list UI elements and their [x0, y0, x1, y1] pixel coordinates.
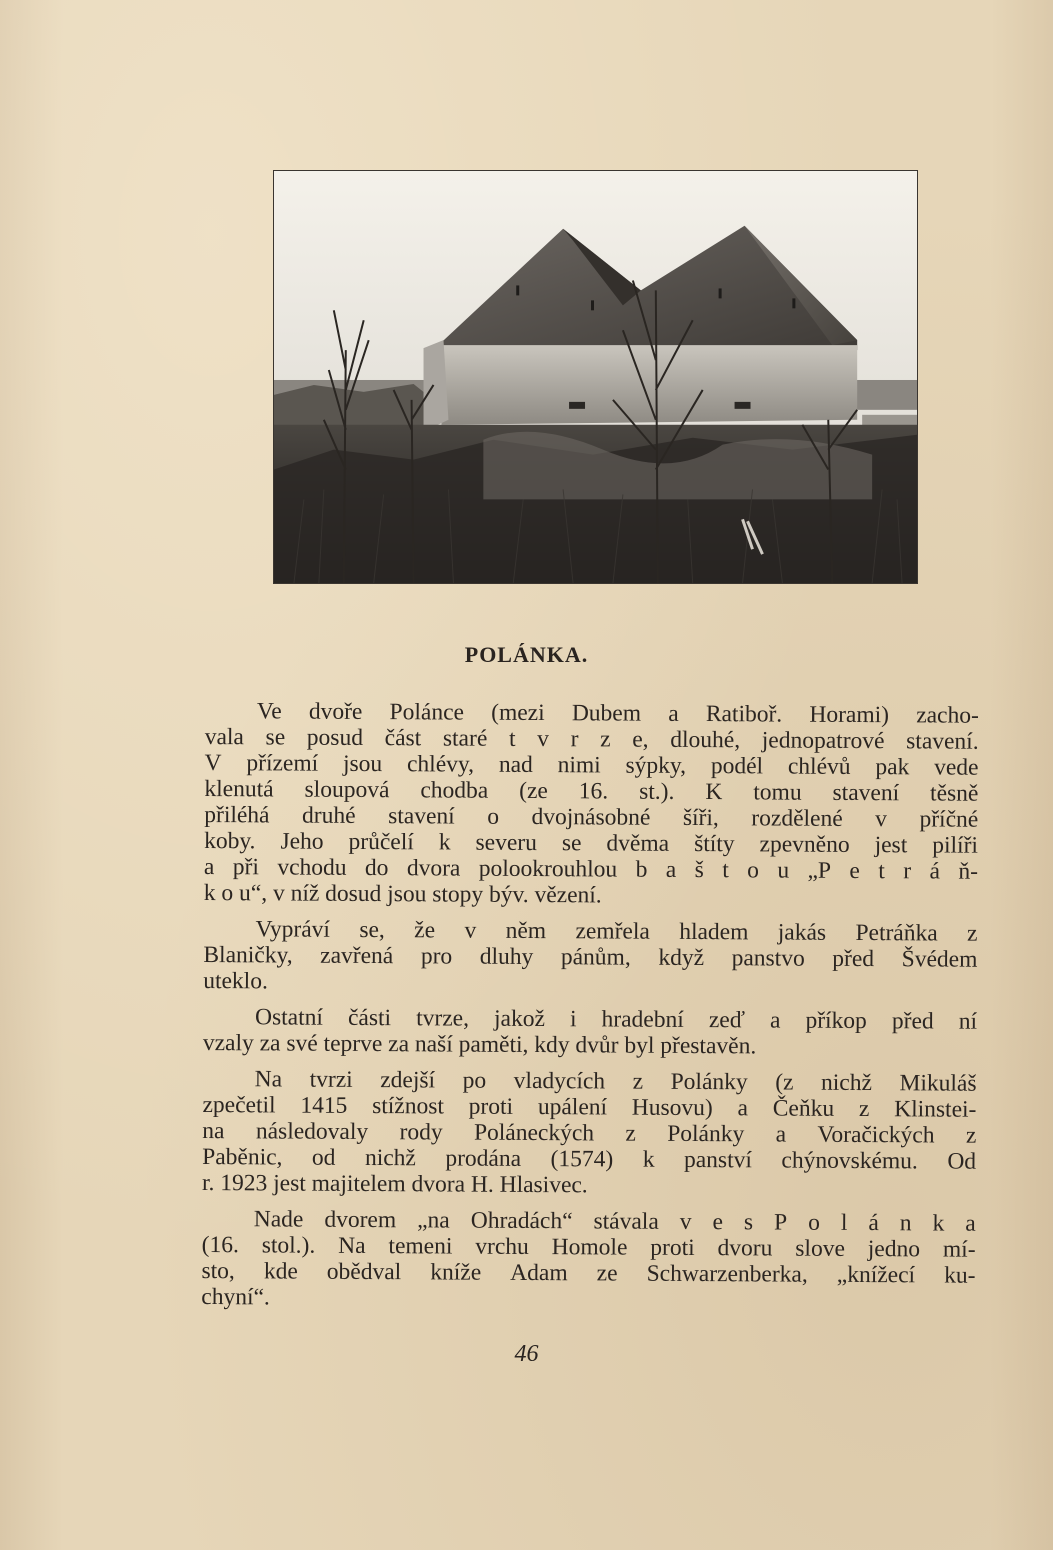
- word: P: [773, 1209, 788, 1236]
- word: „na: [417, 1207, 450, 1234]
- word: rody: [399, 1119, 443, 1146]
- word: přiléhá: [204, 801, 270, 829]
- word: zdejší: [380, 1067, 436, 1094]
- word: hladem: [679, 918, 749, 946]
- word: „P: [807, 857, 832, 884]
- word: n: [899, 1210, 912, 1237]
- word: a: [203, 853, 215, 881]
- word: Horami): [809, 701, 890, 729]
- word: druhé: [302, 802, 356, 829]
- word: tvrze,: [416, 1005, 470, 1032]
- word: Vypráví: [255, 916, 331, 943]
- word: jedno: [867, 1236, 921, 1263]
- word: rozdělené: [751, 805, 843, 832]
- word: temeni: [388, 1233, 453, 1260]
- word: zemřela: [575, 918, 650, 945]
- word: sýpky,: [625, 752, 687, 779]
- word: část: [384, 725, 422, 752]
- word: hradební: [601, 1006, 684, 1033]
- word: k: [932, 1210, 945, 1237]
- text-line: [205, 724, 979, 755]
- word: panstvo: [731, 945, 805, 972]
- word: sto,: [201, 1257, 235, 1285]
- word: 1415: [300, 1092, 348, 1119]
- word: na: [202, 1117, 225, 1145]
- word: klenutá: [204, 775, 274, 803]
- word: před: [891, 1008, 934, 1035]
- word: Petráňka: [855, 919, 938, 947]
- word: l: [840, 1209, 848, 1236]
- word: á: [868, 1210, 879, 1237]
- word: zpevněno: [759, 831, 850, 858]
- word: příčné: [919, 806, 979, 833]
- word: ní: [958, 1008, 978, 1035]
- word: r: [570, 726, 579, 753]
- word: tomu: [753, 779, 802, 806]
- page-number: 46: [514, 1341, 539, 1367]
- word: chodba: [420, 777, 489, 804]
- word: Dubem: [571, 700, 642, 727]
- word: severu: [475, 829, 537, 857]
- word: štíty: [694, 830, 735, 858]
- word: vala: [204, 723, 244, 751]
- word: šíři,: [682, 804, 719, 832]
- word: posud: [306, 724, 364, 751]
- text-line: k o u“, v níž dosud jsou stopy býv. vězení.: [203, 879, 602, 909]
- word: (mezi: [491, 699, 545, 727]
- word: e: [849, 857, 860, 885]
- word: zacho-: [916, 702, 979, 729]
- word: po: [462, 1067, 487, 1094]
- word: 16.: [578, 778, 609, 805]
- word: těsně: [930, 780, 979, 807]
- word: proti: [468, 1093, 514, 1120]
- word: Paběnic,: [202, 1143, 283, 1171]
- word: Polánce: [389, 699, 465, 726]
- word: V: [204, 749, 222, 777]
- word: kde: [263, 1258, 298, 1285]
- word: dlouhé,: [670, 726, 741, 754]
- word: kníže: [430, 1259, 482, 1286]
- word: mí-: [942, 1236, 976, 1263]
- word: v: [679, 1208, 692, 1235]
- word: upálení: [537, 1094, 608, 1121]
- word: nimi: [557, 752, 601, 779]
- word: u: [777, 857, 790, 884]
- word: ku-: [944, 1262, 976, 1289]
- word: že: [414, 917, 436, 944]
- word: Klinstei-: [894, 1096, 977, 1123]
- text-line: chyní“.: [201, 1283, 270, 1311]
- word: pak: [875, 754, 910, 781]
- word: Na: [254, 1066, 283, 1093]
- word: k: [642, 1146, 655, 1173]
- word: Ratiboř.: [705, 701, 783, 728]
- word: i: [569, 1006, 577, 1033]
- word: z: [600, 726, 611, 753]
- word: něm: [505, 917, 547, 945]
- word: zpečetil: [202, 1091, 276, 1119]
- word: staré: [442, 725, 488, 752]
- text-line: uteklo.: [203, 967, 268, 995]
- word: podél: [710, 753, 764, 780]
- word: o: [747, 857, 760, 884]
- word: příkop: [805, 1007, 867, 1035]
- word: Ostatní: [254, 1004, 324, 1031]
- word: stávala: [593, 1208, 659, 1235]
- word: v: [875, 806, 888, 833]
- word: o: [808, 1209, 820, 1236]
- word: (16.: [201, 1231, 239, 1259]
- word: (ze: [519, 777, 548, 805]
- word: pilíři: [932, 832, 979, 859]
- text-line: vzaly za své teprve za naší paměti, kdy dvůr byl přestavěn.: [202, 1029, 757, 1060]
- word: e: [712, 1209, 724, 1236]
- word: vladycích: [513, 1067, 606, 1095]
- word: dvoře: [308, 698, 363, 725]
- word: z: [632, 1068, 644, 1095]
- word: Ohradách“: [470, 1207, 573, 1235]
- word: a: [769, 1007, 781, 1034]
- word: o: [487, 803, 500, 830]
- body-text: [201, 698, 979, 1315]
- word: Jeho: [280, 828, 324, 855]
- word: ň-: [958, 858, 979, 885]
- word: dluhy: [479, 943, 534, 971]
- word: chlévy,: [406, 751, 475, 778]
- word: koby.: [204, 827, 256, 855]
- word: se: [265, 724, 286, 751]
- word: e,: [632, 726, 649, 753]
- word: dvorem: [324, 1206, 397, 1234]
- word: zavřená: [320, 942, 394, 970]
- word: (1574): [550, 1146, 614, 1173]
- word: jakás: [777, 919, 827, 946]
- word: prodána: [445, 1145, 522, 1172]
- word: zeď: [708, 1007, 746, 1034]
- word: Polánky: [667, 1120, 745, 1148]
- word: slove: [795, 1235, 846, 1262]
- word: Blaničky,: [203, 941, 293, 969]
- word: stavení.: [906, 728, 979, 755]
- word: se: [561, 830, 582, 857]
- text-line: r. 1923 jest majitelem dvora H. Hlasivec.: [201, 1169, 588, 1199]
- word: a: [965, 1210, 976, 1237]
- word: Mikuláš: [899, 1070, 977, 1097]
- word: pro: [420, 943, 453, 970]
- word: se,: [359, 916, 385, 944]
- word: Ve: [256, 698, 282, 725]
- word: a: [775, 1121, 787, 1148]
- word: t: [508, 725, 516, 752]
- word: tvrzi: [309, 1066, 353, 1093]
- word: Adam: [510, 1259, 568, 1287]
- word: t: [722, 857, 729, 884]
- word: následovaly: [255, 1118, 369, 1146]
- word: b: [635, 856, 648, 883]
- word: Poláneckých: [473, 1119, 595, 1147]
- word: chýnovskému.: [781, 1147, 918, 1175]
- word: Nade: [253, 1206, 304, 1233]
- word: jednopatrové: [761, 727, 885, 755]
- word: Homole: [551, 1234, 628, 1261]
- chapter-title: POLÁNKA.: [464, 642, 589, 667]
- word: od: [311, 1144, 336, 1171]
- word: Švédem: [901, 946, 978, 973]
- word: v: [464, 917, 477, 944]
- word: jsou: [342, 750, 383, 778]
- word: obědval: [326, 1258, 402, 1286]
- word: z: [965, 1122, 977, 1149]
- word: t: [878, 858, 885, 885]
- word: á: [929, 858, 941, 885]
- word: přízemí: [246, 750, 319, 777]
- word: dvoru: [717, 1235, 773, 1262]
- word: části: [347, 1004, 392, 1032]
- word: Na: [338, 1232, 366, 1259]
- word: Od: [947, 1148, 977, 1175]
- word: jakož: [493, 1005, 546, 1033]
- word: stavení: [388, 803, 455, 830]
- word: stížnost: [372, 1093, 445, 1120]
- word: dvora: [406, 855, 461, 882]
- word: dvěma: [606, 830, 670, 857]
- word: k: [438, 829, 451, 856]
- word: nichž: [820, 1069, 873, 1097]
- word: K: [705, 779, 723, 806]
- word: s: [743, 1209, 754, 1236]
- word: „knížecí: [836, 1261, 916, 1289]
- word: jest: [874, 832, 908, 859]
- word: Husovu): [631, 1094, 713, 1122]
- photo-image: [274, 171, 917, 583]
- text-line: [203, 942, 977, 973]
- word: stol.).: [261, 1232, 316, 1259]
- word: sloupová: [304, 776, 390, 804]
- word: (z: [775, 1069, 794, 1096]
- word: a: [668, 700, 679, 727]
- word: nichž: [364, 1144, 416, 1172]
- word: dvojnásobné: [531, 803, 651, 831]
- word: proti: [650, 1234, 695, 1262]
- building-photograph: [273, 170, 918, 584]
- word: Čeňku: [772, 1095, 835, 1122]
- word: vchodu: [277, 854, 347, 881]
- word: Schwarzenberka,: [646, 1260, 808, 1288]
- word: a: [737, 1095, 749, 1122]
- word: průčelí: [348, 828, 414, 856]
- word: z: [967, 920, 978, 947]
- word: š: [694, 856, 704, 884]
- word: panství: [683, 1146, 752, 1174]
- word: při: [232, 854, 260, 881]
- word: vede: [934, 754, 979, 781]
- word: před: [832, 945, 875, 973]
- word: nad: [498, 751, 533, 779]
- word: a: [665, 856, 677, 883]
- word: stavení: [832, 779, 900, 807]
- word: Voračických: [817, 1121, 935, 1149]
- word: Polánky: [670, 1068, 748, 1096]
- word: chlévů: [787, 753, 851, 780]
- word: do: [364, 854, 389, 882]
- word: ze: [596, 1260, 618, 1287]
- word: z: [625, 1120, 636, 1147]
- word: v: [537, 726, 550, 753]
- word: polookrouhlou: [478, 855, 618, 883]
- word: st.).: [639, 778, 675, 805]
- word: z: [858, 1096, 870, 1123]
- word: když: [658, 944, 705, 972]
- word: pánům,: [560, 944, 631, 971]
- word: r: [903, 858, 912, 885]
- word: vrchu: [475, 1233, 529, 1260]
